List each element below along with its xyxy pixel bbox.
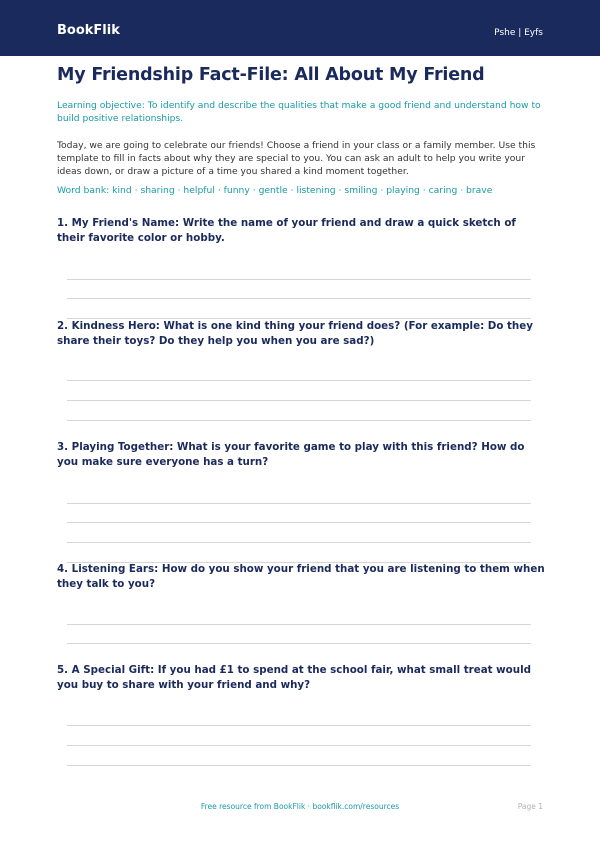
question-1: 1. My Friend's Name: Write the name of your friend and draw a quick sketch of their favorite color or hobby. bbox=[57, 217, 516, 244]
header-bar bbox=[0, 0, 600, 56]
answer-line[interactable] bbox=[67, 503, 531, 504]
answer-line[interactable] bbox=[67, 624, 531, 625]
answer-line[interactable] bbox=[67, 420, 531, 421]
question-5: 5. A Special Gift: If you had £1 to spend at the school fair, what small treat would you buy to share with your friend and why? bbox=[57, 664, 531, 691]
answer-line[interactable] bbox=[67, 643, 531, 644]
brand-logo: BookFlik bbox=[57, 23, 120, 38]
question-4: 4. Listening Ears: How do you show your friend that you are listening to them when they talk to you? bbox=[57, 563, 545, 590]
answer-line[interactable] bbox=[67, 765, 531, 766]
question-2: 2. Kindness Hero: What is one kind thing your friend does? (For example: Do they share their toys? Do they help you when you are sad?) bbox=[57, 320, 533, 347]
intro-text: Today, we are going to celebrate our friends! Choose a friend in your class or a family member. Use this template to fill in facts about why they are special to you. You can ask an adult to help you write your ideas down, or draw a picture of a time you shared a kind moment together. bbox=[57, 140, 536, 177]
answer-line[interactable] bbox=[67, 745, 531, 746]
answer-line[interactable] bbox=[67, 400, 531, 401]
subject-label: Pshe | Eyfs bbox=[494, 28, 543, 38]
answer-line[interactable] bbox=[67, 380, 531, 381]
word-bank: Word bank: kind · sharing · helpful · funny · gentle · listening · smiling · playing · caring · brave bbox=[57, 185, 493, 196]
worksheet-title: My Friendship Fact-File: All About My Friend bbox=[57, 65, 485, 85]
learning-objective: Learning objective: To identify and describe the qualities that make a good friend and understand how to build positive relationships. bbox=[57, 100, 541, 124]
answer-line[interactable] bbox=[67, 542, 531, 543]
answer-line[interactable] bbox=[67, 725, 531, 726]
footer-credit: Free resource from BookFlik · bookflik.com/resources bbox=[200, 802, 400, 811]
answer-line[interactable] bbox=[67, 522, 531, 523]
question-3: 3. Playing Together: What is your favorite game to play with this friend? How do you make sure everyone has a turn? bbox=[57, 441, 525, 468]
answer-line[interactable] bbox=[67, 298, 531, 299]
answer-line[interactable] bbox=[67, 279, 531, 280]
page-number: Page 1 bbox=[517, 802, 543, 811]
